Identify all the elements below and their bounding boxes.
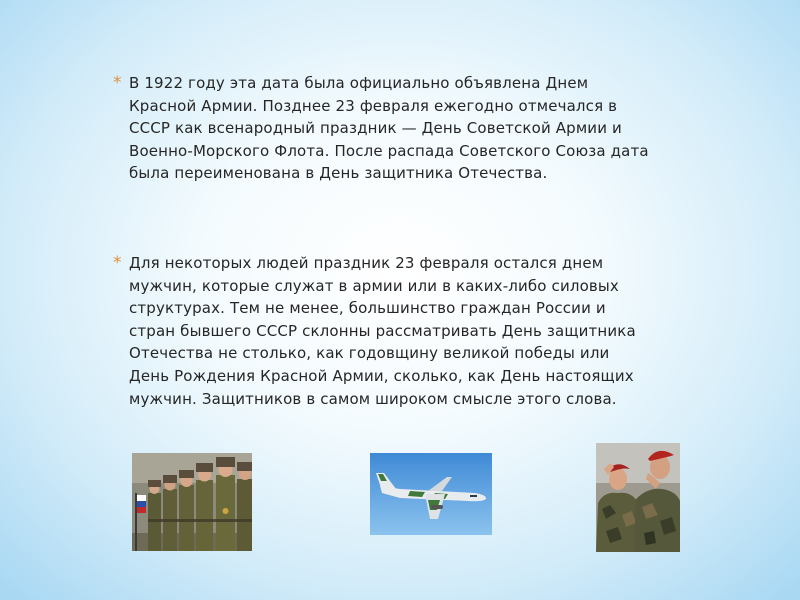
- soldiers-honor-guard-photo: [132, 453, 252, 551]
- red-beret-soldiers-photo: [596, 443, 680, 552]
- paragraph-history: В 1922 году эта дата была официально объявлена Днем Красной Армии. Позднее 23 февраля ежегодно отмечался в СССР как всенародный праздник — День Советской Армии и Военно-Морского Флота. После распада Советского Союза дата была переименована в День защитника Отечества.: [129, 74, 649, 183]
- bullet-marker: *: [113, 253, 122, 273]
- paragraph-modern-meaning: Для некоторых людей праздник 23 февраля остался днем мужчин, которые служат в армии или в каких-либо силовых структурах. Тем не менее, большинство граждан России и стран бывшего СССР склонны рассматривать День защитника Отечества не столько, как годовщину великой победы или День Рождения Красной Армии, сколько, как День настоящих мужчин. Защитников в самом широком смысле этого слова.: [129, 254, 636, 408]
- military-airplane-photo: [370, 453, 492, 535]
- bullet-marker: *: [113, 73, 122, 93]
